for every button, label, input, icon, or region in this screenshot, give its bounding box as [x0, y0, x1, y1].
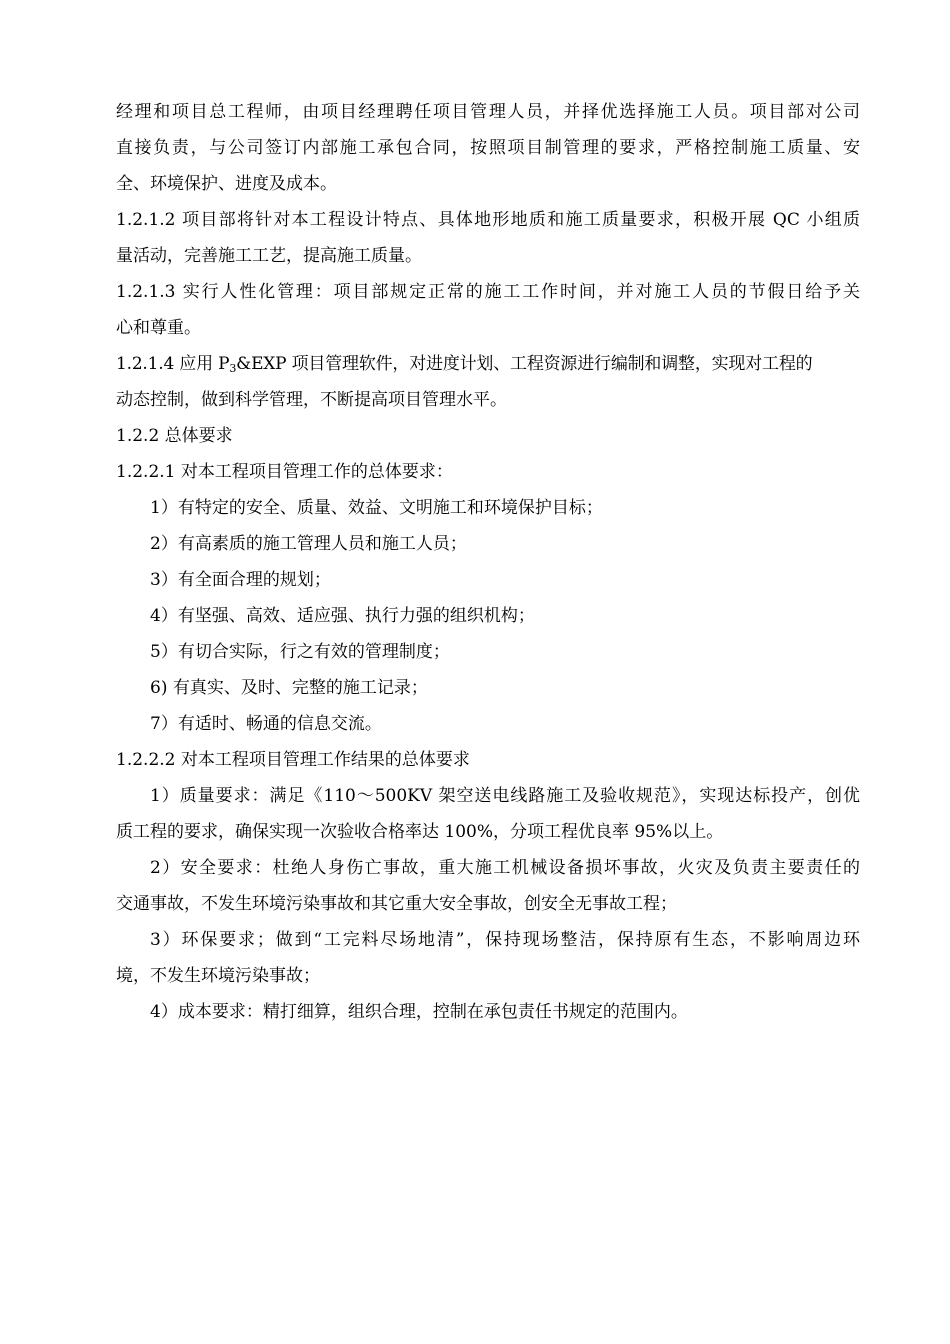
text-line: 心和尊重。 [116, 318, 201, 338]
document-page [116, 94, 860, 1030]
list-item: 1）有特定的安全、质量、效益、文明施工和环境保护目标； [150, 498, 603, 518]
text-line: 量活动，完善施工工艺，提高施工质量。 [116, 246, 422, 266]
text-line: 交通事故，不发生环境污染事故和其它重大安全事故，创安全无事故工程； [116, 894, 677, 914]
text-fragment: &EXP 项目管理软件，对进度计划、工程资源进行编制和调整，实现对工程的 [236, 354, 813, 374]
text-line: 直接负责，与公司签订内部施工承包合同，按照项目制管理的要求，严格控制施工质量、安 [116, 138, 860, 158]
list-item: 6) 有真实、及时、完整的施工记录； [150, 678, 428, 698]
section-heading-1-2-2: 1.2.2 总体要求 [116, 426, 233, 446]
subsection-heading-1-2-2-2: 1.2.2.2 对本工程项目管理工作结果的总体要求 [116, 750, 470, 770]
list-item: 5）有切合实际，行之有效的管理制度； [150, 642, 450, 662]
text-line: 2）安全要求：杜绝人身伤亡事故，重大施工机械设备损坏事故，火灾及负责主要责任的 [150, 858, 860, 878]
subscript: 3 [229, 362, 237, 375]
list-item-environment [116, 922, 860, 994]
text-line: 动态控制，做到科学管理，不断提高项目管理水平。 [116, 390, 507, 410]
text-line: 4）成本要求：精打细算，组织合理，控制在承包责任书规定的范围内。 [150, 1002, 688, 1022]
paragraph-intro [116, 94, 860, 202]
list-item: 7）有适时、畅通的信息交流。 [150, 714, 382, 734]
text-line: 全、环境保护、进度及成本。 [116, 174, 337, 194]
text-line: 质工程的要求，确保实现一次验收合格率达 100%，分项工程优良率 95%以上。 [116, 822, 724, 842]
paragraph-1-2-1-3 [116, 274, 860, 346]
text-line [116, 346, 860, 382]
text-line: 经理和项目总工程师，由项目经理聘任项目管理人员，并择优选择施工人员。项目部对公司 [116, 102, 860, 122]
list-item: 2）有高素质的施工管理人员和施工人员； [150, 534, 467, 554]
list-item-cost [116, 994, 860, 1030]
subsection-heading-1-2-2-1: 1.2.2.1 对本工程项目管理工作的总体要求： [116, 462, 453, 482]
list-item: 4）有坚强、高效、适应强、执行力强的组织机构； [150, 606, 535, 626]
paragraph-1-2-1-2 [116, 202, 860, 274]
text-line: 境，不发生环境污染事故； [116, 966, 320, 986]
text-line: 3）环保要求；做到“工完料尽场地清”，保持现场整洁，保持原有生态，不影响周边环 [150, 930, 860, 950]
list-item: 3）有全面合理的规划； [150, 570, 331, 590]
list-item-quality [116, 778, 860, 850]
text-fragment: 1.2.1.4 应用 P [116, 354, 230, 374]
text-line: 1）质量要求：满足《110～500KV 架空送电线路施工及验收规范》，实现达标投产，创优 [150, 786, 860, 806]
requirements-list [116, 490, 860, 742]
results-requirements-list [116, 778, 860, 1030]
text-line: 1.2.1.3 实行人性化管理：项目部规定正常的施工工作时间，并对施工人员的节假日给予关 [116, 282, 860, 302]
list-item-safety [116, 850, 860, 922]
text-line: 1.2.1.2 项目部将针对本工程设计特点、具体地形地质和施工质量要求，积极开展 QC 小组质 [116, 210, 860, 230]
paragraph-1-2-1-4 [116, 346, 860, 418]
